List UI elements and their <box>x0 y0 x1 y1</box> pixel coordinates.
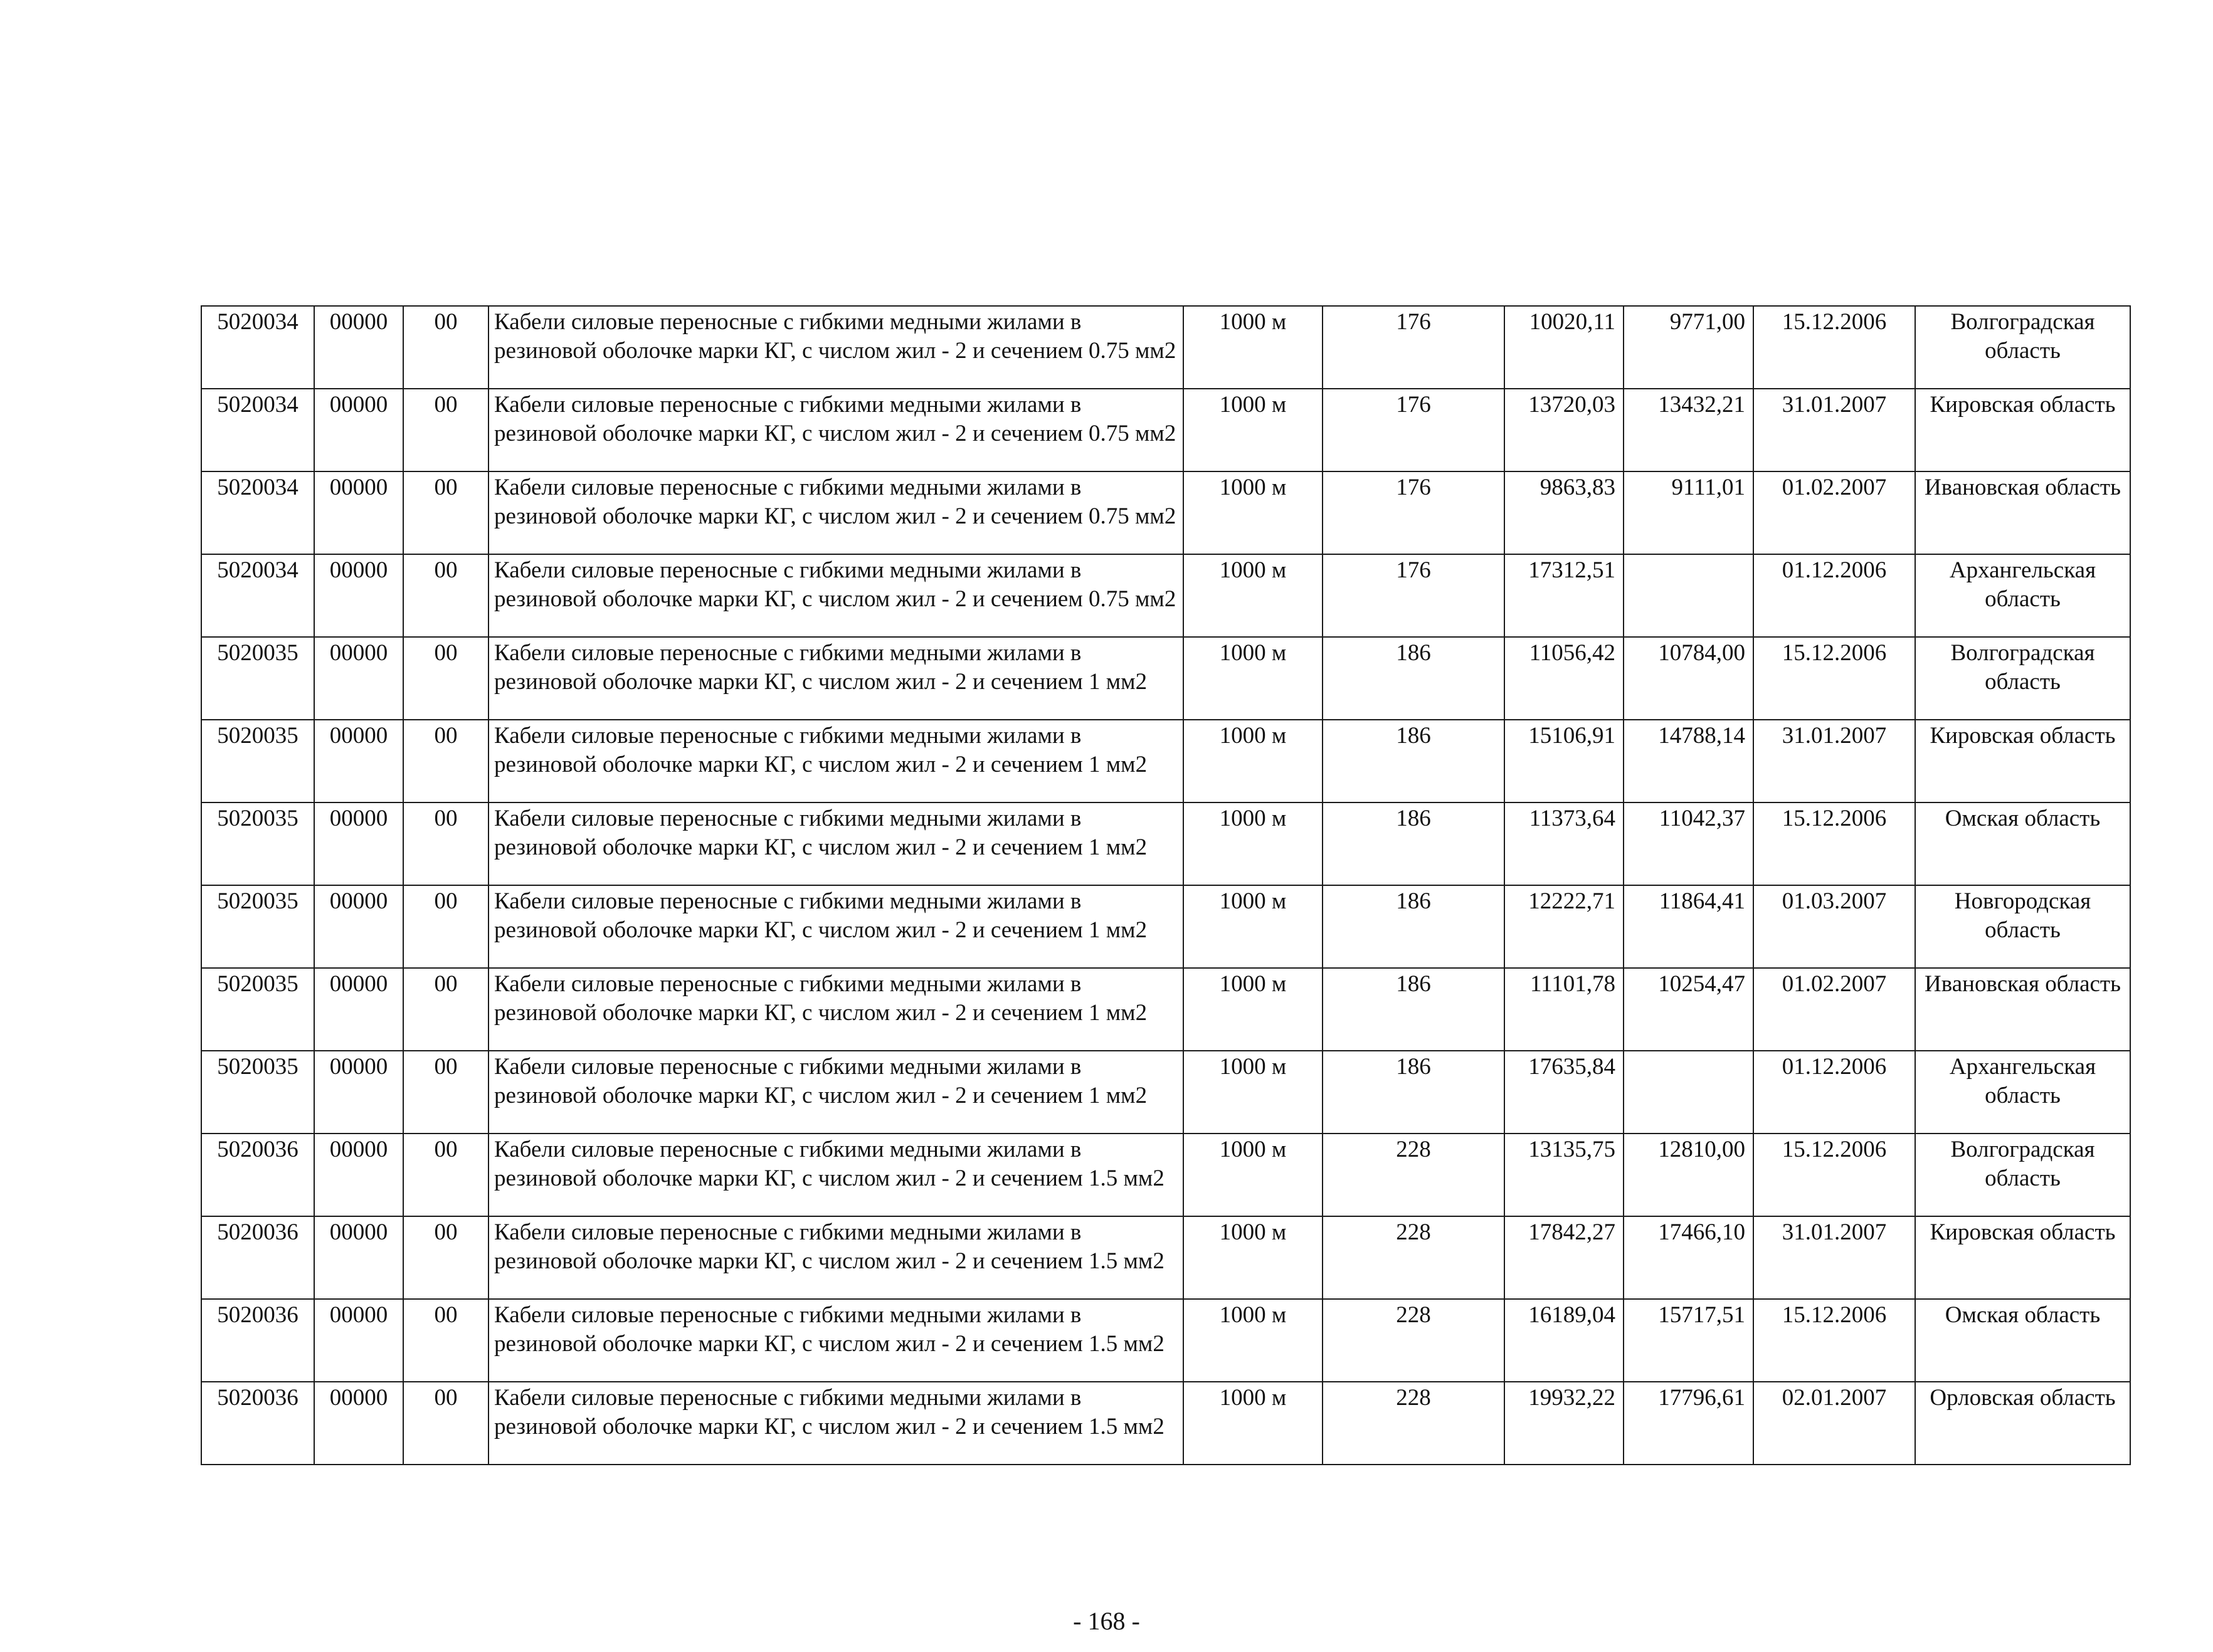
cell-number: 00 <box>403 1051 489 1134</box>
table-row <box>201 1216 2130 1299</box>
cell-subcode: 00000 <box>314 720 403 802</box>
cell-quantity: 228 <box>1323 1382 1504 1465</box>
cell-number: 00 <box>403 1382 489 1465</box>
cell-subcode: 00000 <box>314 1134 403 1216</box>
cell-quantity: 228 <box>1323 1299 1504 1382</box>
cell-number: 00 <box>403 720 489 802</box>
cell-price-1: 9863,83 <box>1504 471 1624 554</box>
cell-price-1: 11373,64 <box>1504 802 1624 885</box>
cell-number: 00 <box>403 637 489 720</box>
cell-number: 00 <box>403 471 489 554</box>
cell-price-2: 10254,47 <box>1624 968 1753 1051</box>
cell-subcode: 00000 <box>314 1216 403 1299</box>
cell-subcode: 00000 <box>314 968 403 1051</box>
cell-code: 5020035 <box>201 637 314 720</box>
cell-description: Кабели силовые переносные с гибкими медными жилами в резиновой оболочке марки КГ, с числом жил - 2 и сечением 1 мм2 <box>489 720 1183 802</box>
cell-description: Кабели силовые переносные с гибкими медными жилами в резиновой оболочке марки КГ, с числом жил - 2 и сечением 1.5 мм2 <box>489 1134 1183 1216</box>
table-row <box>201 1299 2130 1382</box>
cell-code: 5020034 <box>201 306 314 389</box>
cell-description: Кабели силовые переносные с гибкими медными жилами в резиновой оболочке марки КГ, с числом жил - 2 и сечением 0.75 мм2 <box>489 389 1183 471</box>
cell-price-1: 17842,27 <box>1504 1216 1624 1299</box>
table-row <box>201 802 2130 885</box>
cell-subcode: 00000 <box>314 306 403 389</box>
cell-description: Кабели силовые переносные с гибкими медными жилами в резиновой оболочке марки КГ, с числом жил - 2 и сечением 0.75 мм2 <box>489 306 1183 389</box>
cell-code: 5020035 <box>201 1051 314 1134</box>
cell-quantity: 186 <box>1323 720 1504 802</box>
cell-unit: 1000 м <box>1183 1216 1323 1299</box>
cell-price-1: 15106,91 <box>1504 720 1624 802</box>
cell-unit: 1000 м <box>1183 554 1323 637</box>
table-row <box>201 1051 2130 1134</box>
cell-description: Кабели силовые переносные с гибкими медными жилами в резиновой оболочке марки КГ, с числом жил - 2 и сечением 1.5 мм2 <box>489 1299 1183 1382</box>
table-row <box>201 1134 2130 1216</box>
cell-subcode: 00000 <box>314 554 403 637</box>
cell-date: 01.12.2006 <box>1753 554 1915 637</box>
cell-date: 15.12.2006 <box>1753 802 1915 885</box>
cell-unit: 1000 м <box>1183 1299 1323 1382</box>
cell-subcode: 00000 <box>314 885 403 968</box>
cell-region: Кировская область <box>1915 720 2130 802</box>
cell-price-1: 16189,04 <box>1504 1299 1624 1382</box>
cell-description: Кабели силовые переносные с гибкими медными жилами в резиновой оболочке марки КГ, с числом жил - 2 и сечением 1.5 мм2 <box>489 1216 1183 1299</box>
cell-number: 00 <box>403 1134 489 1216</box>
cell-quantity: 176 <box>1323 471 1504 554</box>
cell-description: Кабели силовые переносные с гибкими медными жилами в резиновой оболочке марки КГ, с числом жил - 2 и сечением 1 мм2 <box>489 1051 1183 1134</box>
cell-subcode: 00000 <box>314 637 403 720</box>
cell-subcode: 00000 <box>314 1051 403 1134</box>
table-body <box>201 306 2130 1465</box>
table-row <box>201 968 2130 1051</box>
cell-code: 5020035 <box>201 968 314 1051</box>
table-row <box>201 720 2130 802</box>
table-row <box>201 637 2130 720</box>
cell-region: Орловская область <box>1915 1382 2130 1465</box>
cell-unit: 1000 м <box>1183 885 1323 968</box>
table-row <box>201 885 2130 968</box>
cell-date: 31.01.2007 <box>1753 720 1915 802</box>
cell-description: Кабели силовые переносные с гибкими медными жилами в резиновой оболочке марки КГ, с числом жил - 2 и сечением 1.5 мм2 <box>489 1382 1183 1465</box>
cell-code: 5020036 <box>201 1134 314 1216</box>
cell-date: 15.12.2006 <box>1753 1134 1915 1216</box>
cell-unit: 1000 м <box>1183 1051 1323 1134</box>
cell-region: Архангельская область <box>1915 1051 2130 1134</box>
cell-region: Новгородская область <box>1915 885 2130 968</box>
cell-quantity: 186 <box>1323 637 1504 720</box>
cell-date: 02.01.2007 <box>1753 1382 1915 1465</box>
cell-subcode: 00000 <box>314 471 403 554</box>
cell-subcode: 00000 <box>314 1299 403 1382</box>
cell-code: 5020036 <box>201 1382 314 1465</box>
cell-price-1: 13135,75 <box>1504 1134 1624 1216</box>
cell-price-2: 17796,61 <box>1624 1382 1753 1465</box>
cell-date: 31.01.2007 <box>1753 1216 1915 1299</box>
cell-region: Архангельская область <box>1915 554 2130 637</box>
cell-region: Кировская область <box>1915 1216 2130 1299</box>
cell-quantity: 176 <box>1323 554 1504 637</box>
cell-price-1: 17312,51 <box>1504 554 1624 637</box>
cell-quantity: 228 <box>1323 1216 1504 1299</box>
cell-price-2: 15717,51 <box>1624 1299 1753 1382</box>
cell-price-2: 12810,00 <box>1624 1134 1753 1216</box>
cell-unit: 1000 м <box>1183 637 1323 720</box>
cell-price-2: 10784,00 <box>1624 637 1753 720</box>
cell-region: Ивановская область <box>1915 968 2130 1051</box>
cell-price-2: 13432,21 <box>1624 389 1753 471</box>
cell-price-2: 9111,01 <box>1624 471 1753 554</box>
cell-code: 5020036 <box>201 1216 314 1299</box>
cell-price-1: 12222,71 <box>1504 885 1624 968</box>
cell-unit: 1000 м <box>1183 1382 1323 1465</box>
page-number: - 168 - <box>1073 1607 1140 1635</box>
cell-number: 00 <box>403 554 489 637</box>
table-row <box>201 1382 2130 1465</box>
cell-number: 00 <box>403 968 489 1051</box>
cell-region: Кировская область <box>1915 389 2130 471</box>
cell-region: Волгоградская область <box>1915 637 2130 720</box>
cell-region: Волгоградская область <box>1915 1134 2130 1216</box>
cell-region: Омская область <box>1915 1299 2130 1382</box>
cell-number: 00 <box>403 389 489 471</box>
price-table <box>201 305 2131 1465</box>
cell-code: 5020035 <box>201 885 314 968</box>
cell-price-2: 11864,41 <box>1624 885 1753 968</box>
cell-subcode: 00000 <box>314 802 403 885</box>
cell-number: 00 <box>403 1216 489 1299</box>
cell-price-1: 17635,84 <box>1504 1051 1624 1134</box>
cell-number: 00 <box>403 802 489 885</box>
cell-description: Кабели силовые переносные с гибкими медными жилами в резиновой оболочке марки КГ, с числом жил - 2 и сечением 1 мм2 <box>489 802 1183 885</box>
cell-number: 00 <box>403 885 489 968</box>
cell-date: 15.12.2006 <box>1753 306 1915 389</box>
cell-code: 5020035 <box>201 802 314 885</box>
cell-description: Кабели силовые переносные с гибкими медными жилами в резиновой оболочке марки КГ, с числом жил - 2 и сечением 0.75 мм2 <box>489 554 1183 637</box>
cell-quantity: 228 <box>1323 1134 1504 1216</box>
cell-number: 00 <box>403 1299 489 1382</box>
table-row <box>201 554 2130 637</box>
cell-region: Ивановская область <box>1915 471 2130 554</box>
cell-subcode: 00000 <box>314 389 403 471</box>
cell-unit: 1000 м <box>1183 968 1323 1051</box>
cell-date: 01.02.2007 <box>1753 471 1915 554</box>
cell-date: 31.01.2007 <box>1753 389 1915 471</box>
cell-code: 5020036 <box>201 1299 314 1382</box>
cell-date: 15.12.2006 <box>1753 1299 1915 1382</box>
table-row <box>201 471 2130 554</box>
cell-price-1: 19932,22 <box>1504 1382 1624 1465</box>
cell-description: Кабели силовые переносные с гибкими медными жилами в резиновой оболочке марки КГ, с числом жил - 2 и сечением 0.75 мм2 <box>489 471 1183 554</box>
cell-number: 00 <box>403 306 489 389</box>
cell-code: 5020034 <box>201 389 314 471</box>
cell-price-2: 17466,10 <box>1624 1216 1753 1299</box>
cell-unit: 1000 м <box>1183 306 1323 389</box>
cell-price-1: 13720,03 <box>1504 389 1624 471</box>
cell-region: Омская область <box>1915 802 2130 885</box>
cell-price-2 <box>1624 554 1753 637</box>
cell-code: 5020034 <box>201 554 314 637</box>
cell-date: 01.12.2006 <box>1753 1051 1915 1134</box>
cell-price-1: 11056,42 <box>1504 637 1624 720</box>
table-row <box>201 389 2130 471</box>
cell-price-1: 11101,78 <box>1504 968 1624 1051</box>
cell-date: 01.02.2007 <box>1753 968 1915 1051</box>
table-row <box>201 306 2130 389</box>
cell-price-2 <box>1624 1051 1753 1134</box>
cell-quantity: 186 <box>1323 1051 1504 1134</box>
cell-date: 15.12.2006 <box>1753 637 1915 720</box>
cell-code: 5020035 <box>201 720 314 802</box>
cell-price-2: 9771,00 <box>1624 306 1753 389</box>
cell-code: 5020034 <box>201 471 314 554</box>
cell-subcode: 00000 <box>314 1382 403 1465</box>
cell-unit: 1000 м <box>1183 471 1323 554</box>
cell-quantity: 186 <box>1323 968 1504 1051</box>
cell-quantity: 176 <box>1323 306 1504 389</box>
cell-quantity: 186 <box>1323 885 1504 968</box>
cell-price-2: 11042,37 <box>1624 802 1753 885</box>
cell-description: Кабели силовые переносные с гибкими медными жилами в резиновой оболочке марки КГ, с числом жил - 2 и сечением 1 мм2 <box>489 968 1183 1051</box>
cell-quantity: 176 <box>1323 389 1504 471</box>
cell-date: 01.03.2007 <box>1753 885 1915 968</box>
cell-unit: 1000 м <box>1183 389 1323 471</box>
cell-region: Волгоградская область <box>1915 306 2130 389</box>
cell-unit: 1000 м <box>1183 802 1323 885</box>
cell-description: Кабели силовые переносные с гибкими медными жилами в резиновой оболочке марки КГ, с числом жил - 2 и сечением 1 мм2 <box>489 885 1183 968</box>
cell-quantity: 186 <box>1323 802 1504 885</box>
cell-description: Кабели силовые переносные с гибкими медными жилами в резиновой оболочке марки КГ, с числом жил - 2 и сечением 1 мм2 <box>489 637 1183 720</box>
cell-price-1: 10020,11 <box>1504 306 1624 389</box>
cell-price-2: 14788,14 <box>1624 720 1753 802</box>
cell-unit: 1000 м <box>1183 720 1323 802</box>
cell-unit: 1000 м <box>1183 1134 1323 1216</box>
